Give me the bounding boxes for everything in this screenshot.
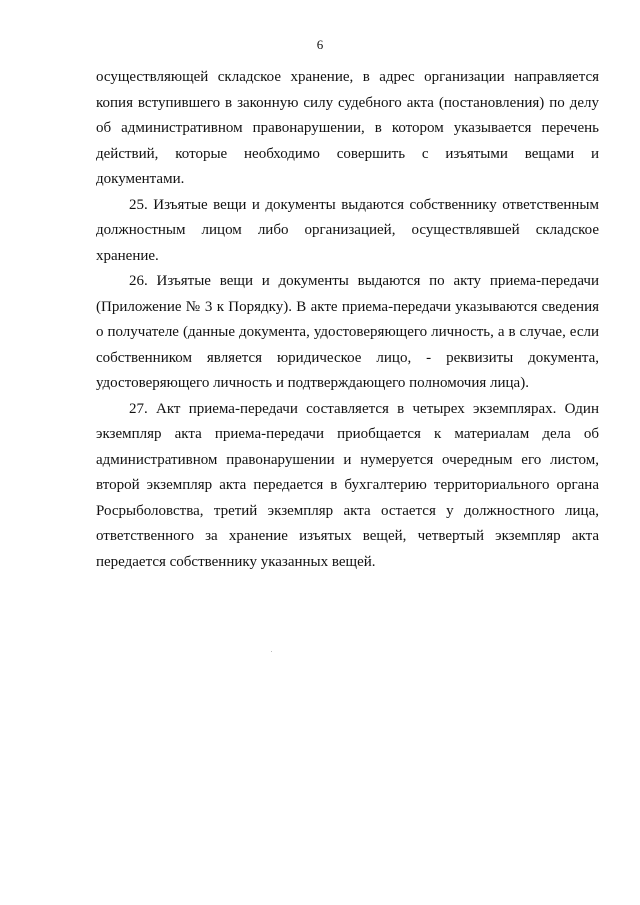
paragraph-continuation: осуществляющей складское хранение, в адрес организации направляется копия вступившего в законную силу судебного акта (постановления) по делу об административном правонарушении, в котором указывается перечень действий, которые необходимо совершить с изъятыми вещами и документами. bbox=[96, 69, 599, 187]
document-body bbox=[96, 65, 599, 575]
paragraph-26: 26. Изъятые вещи и документы выдаются по акту приема-передачи (Приложение № 3 к Порядку). В акте приема-передачи указываются сведения о получателе (данные документа, удостоверяющего личность, а в случае, если собственником является юридическое лицо, - реквизиты документа, удостоверяющего личность и подтверждающего полномочия лица). bbox=[96, 273, 599, 391]
paragraph-25: 25. Изъятые вещи и документы выдаются собственнику ответственным должностным лицом либо организацией, осуществлявшей складское хранение. bbox=[96, 196, 599, 264]
paragraph-27: 27. Акт приема-передачи составляется в четырех экземплярах. Один экземпляр акта приема-передачи приобщается к материалам дела об административном правонарушении и нумеруется очередным его листом, второй экземпляр акта передается в бухгалтерию территориального органа Росрыболовства, третий экземпляр акта остается у должностного лица, ответственного за хранение изъятых вещей, четвертый экземпляр акта передается собственнику указанных вещей. bbox=[96, 400, 599, 570]
page-number: 6 bbox=[316, 37, 324, 52]
scan-speck bbox=[271, 651, 272, 652]
